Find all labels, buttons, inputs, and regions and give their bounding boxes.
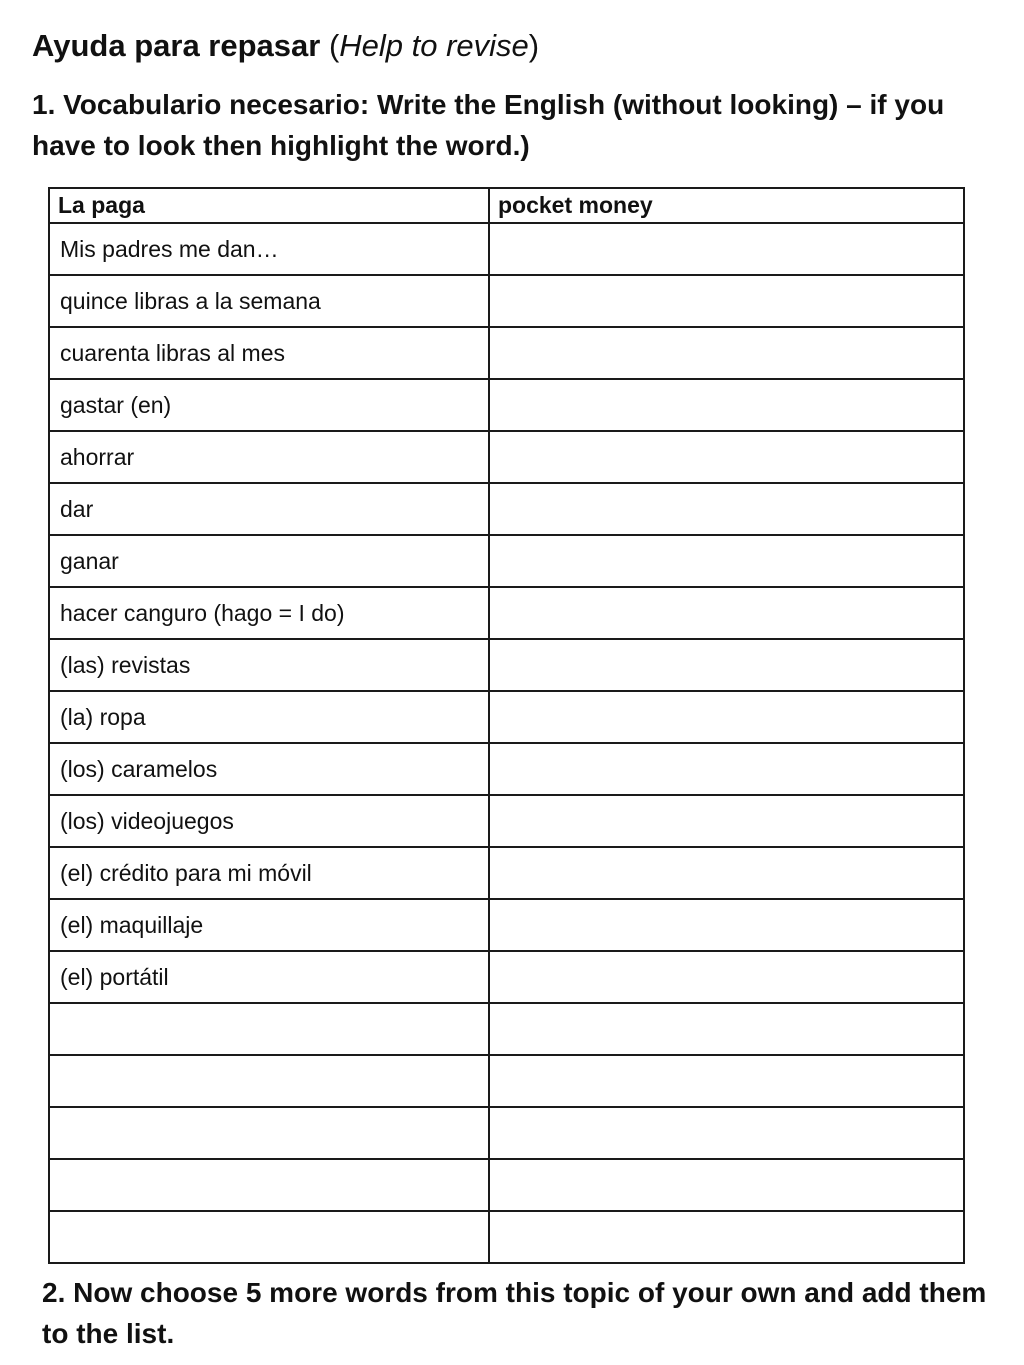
- spanish-term-cell: (las) revistas: [49, 639, 489, 691]
- english-answer-cell[interactable]: [489, 1107, 964, 1159]
- english-answer-cell[interactable]: [489, 899, 964, 951]
- vocabulary-instruction: 1. Vocabulario necesario: Write the English (without looking) – if you have to look then highlight the word.): [32, 89, 945, 161]
- table-row: [49, 1107, 964, 1159]
- table-row: [49, 1055, 964, 1107]
- table-row: [49, 1211, 964, 1263]
- table-header-row: [49, 188, 964, 223]
- spanish-term-cell: (los) caramelos: [49, 743, 489, 795]
- english-answer-cell[interactable]: [489, 1055, 964, 1107]
- spanish-term-cell: cuarenta libras al mes: [49, 327, 489, 379]
- english-answer-cell[interactable]: [489, 223, 964, 275]
- spanish-term-cell: (el) crédito para mi móvil: [49, 847, 489, 899]
- spanish-term-cell: ganar: [49, 535, 489, 587]
- spanish-term-cell: Mis padres me dan…: [49, 223, 489, 275]
- english-answer-cell[interactable]: [489, 639, 964, 691]
- table-row: [49, 1003, 964, 1055]
- table-row: [49, 951, 964, 1003]
- spanish-term-cell: (los) videojuegos: [49, 795, 489, 847]
- spanish-term-cell[interactable]: [49, 1003, 489, 1055]
- spanish-term-cell: hacer canguro (hago = I do): [49, 587, 489, 639]
- english-answer-cell[interactable]: [489, 1211, 964, 1263]
- english-answer-cell[interactable]: [489, 431, 964, 483]
- spanish-term-cell: (el) maquillaje: [49, 899, 489, 951]
- spanish-term-cell: (el) portátil: [49, 951, 489, 1003]
- spanish-term-cell[interactable]: [49, 1211, 489, 1263]
- page-title-main: Ayuda para repasar: [32, 28, 321, 63]
- table-row: [49, 639, 964, 691]
- english-answer-cell[interactable]: [489, 1159, 964, 1211]
- spanish-term-cell: (la) ropa: [49, 691, 489, 743]
- spanish-term-cell: dar: [49, 483, 489, 535]
- english-answer-cell[interactable]: [489, 1003, 964, 1055]
- page-title-close-paren: ): [528, 28, 540, 63]
- page-title-translation: Help to revise: [339, 28, 529, 63]
- table-row: [49, 483, 964, 535]
- english-answer-cell[interactable]: [489, 795, 964, 847]
- page-title-open-paren: (: [320, 28, 340, 63]
- spanish-term-cell[interactable]: [49, 1107, 489, 1159]
- page-title: [32, 26, 539, 66]
- english-answer-cell[interactable]: [489, 691, 964, 743]
- table-row: [49, 379, 964, 431]
- spanish-term-cell[interactable]: [49, 1159, 489, 1211]
- header-cell-english: pocket money: [489, 188, 964, 223]
- spanish-term-cell: ahorrar: [49, 431, 489, 483]
- spanish-term-cell: gastar (en): [49, 379, 489, 431]
- english-answer-cell[interactable]: [489, 951, 964, 1003]
- english-answer-cell[interactable]: [489, 847, 964, 899]
- english-answer-cell[interactable]: [489, 483, 964, 535]
- english-answer-cell[interactable]: [489, 587, 964, 639]
- header-cell-spanish: La paga: [49, 188, 489, 223]
- table-row: [49, 327, 964, 379]
- table-row: [49, 847, 964, 899]
- table-row: [49, 691, 964, 743]
- add-words-instruction: 2. Now choose 5 more words from this topic of your own and add them to the list.: [42, 1277, 987, 1349]
- table-row: [49, 1159, 964, 1211]
- english-answer-cell[interactable]: [489, 535, 964, 587]
- english-answer-cell[interactable]: [489, 743, 964, 795]
- english-answer-cell[interactable]: [489, 275, 964, 327]
- table-row: [49, 535, 964, 587]
- table-row: [49, 899, 964, 951]
- english-answer-cell[interactable]: [489, 327, 964, 379]
- vocabulary-table: [48, 187, 965, 1264]
- table-row: [49, 223, 964, 275]
- table-row: [49, 587, 964, 639]
- table-row: [49, 275, 964, 327]
- spanish-term-cell: quince libras a la semana: [49, 275, 489, 327]
- spanish-term-cell[interactable]: [49, 1055, 489, 1107]
- table-row: [49, 431, 964, 483]
- table-row: [49, 795, 964, 847]
- table-row: [49, 743, 964, 795]
- english-answer-cell[interactable]: [489, 379, 964, 431]
